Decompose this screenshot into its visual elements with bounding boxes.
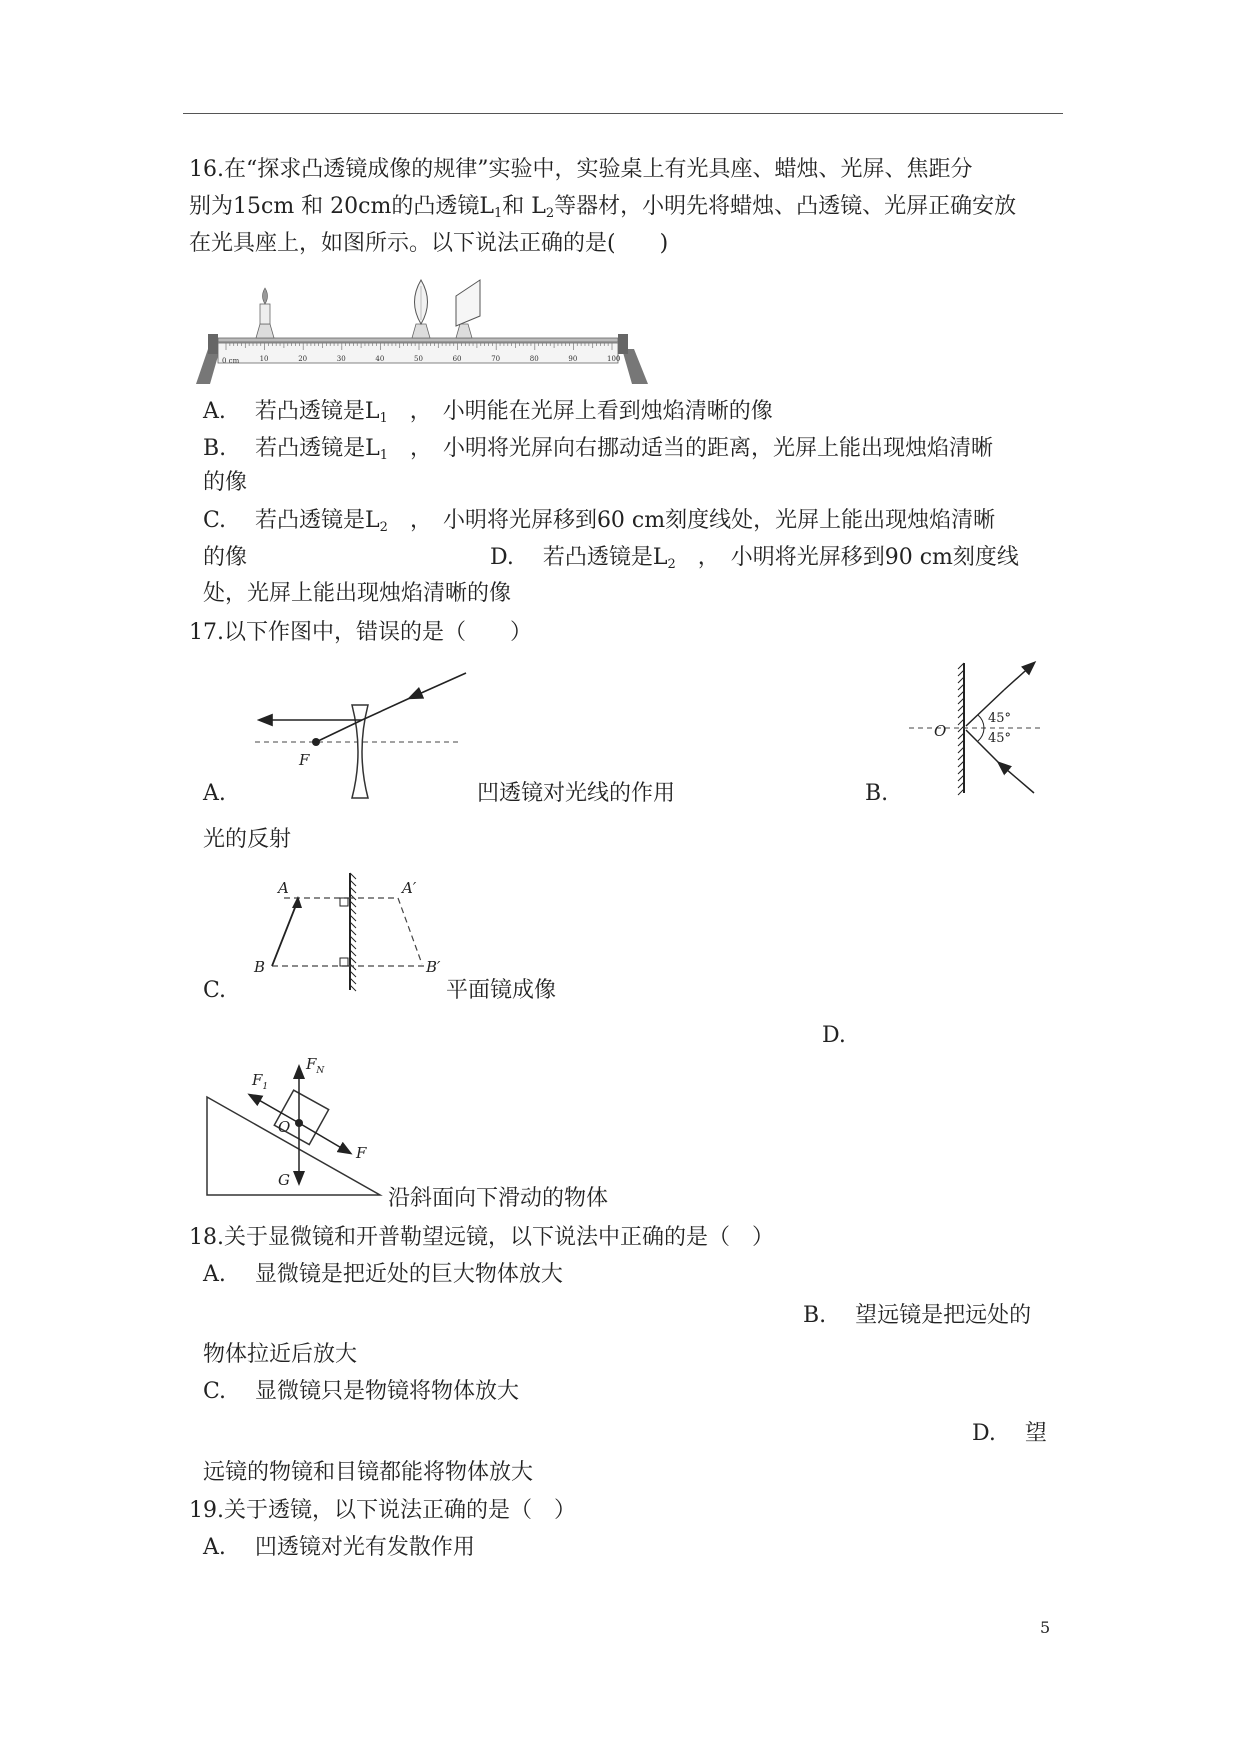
ruler-tick-label: 90: [568, 355, 578, 363]
image-arrow: [398, 898, 422, 964]
label-a: A: [278, 879, 289, 897]
right-end-block: [618, 334, 628, 354]
page-number: 5: [1040, 1618, 1051, 1637]
label-b: B: [254, 958, 266, 976]
label-f1: $F_1$: [252, 1071, 269, 1092]
label-o: O: [278, 1118, 291, 1136]
angle-label-upper: 45°: [988, 711, 1012, 726]
point-o-label: O: [934, 722, 947, 740]
ray-upper: [1004, 663, 1034, 690]
q16-stem-line2: 别为15cm 和 20cm的凸透镜$L_1$和 $L_2$等器材，小明先将蜡烛、凸透镜、光屏正确安放: [189, 194, 1017, 221]
q18-stem: 18.关于显微镜和开普勒望远镜，以下说法中正确的是（ ）: [189, 1225, 774, 1250]
q19-option-a: A. 凹透镜对光有发散作用: [203, 1535, 475, 1560]
right-foot: [622, 349, 648, 384]
object-arrow: [272, 900, 298, 966]
concave-lens-figure: [250, 665, 470, 800]
q16-stem-line1: 16.在“探求凸透镜成像的规律”实验中，实验桌上有光具座、蜡烛、光屏、焦距分: [189, 157, 973, 182]
q18-option-b-line2: 物体拉近后放大: [203, 1342, 358, 1367]
q17-d-caption: 沿斜面向下滑动的物体: [388, 1186, 609, 1211]
focal-label: F: [299, 751, 310, 769]
q17-d-letter: D.: [822, 1023, 846, 1048]
q19-stem: 19.关于透镜，以下说法正确的是（ ）: [189, 1498, 576, 1523]
plane-mirror-figure: [250, 868, 450, 993]
ruler-unit: 0 cm: [222, 357, 240, 365]
ruler-tick-label: 30: [336, 355, 346, 363]
focal-point: [312, 738, 320, 746]
ray-lower: [999, 763, 1034, 793]
left-foot: [196, 349, 220, 384]
left-end-block: [208, 334, 218, 354]
ruler-tick-label: 20: [298, 355, 308, 363]
light-screen: [456, 280, 480, 338]
q18-option-d-line2: 远镜的物镜和目镜都能将物体放大: [203, 1460, 534, 1485]
flame-icon: [263, 288, 268, 304]
ruler-tick-label: 100: [607, 355, 621, 363]
q18-option-b: B. 望远镜是把远处的: [803, 1303, 1032, 1328]
q17-c-caption: 平面镜成像: [446, 978, 557, 1003]
q16-option-b: B. 若凸透镜是$L_1$ ， 小明将光屏向右挪动适当的距离，光屏上能出现烛焰清晰: [203, 436, 994, 463]
ruler-tick-label: 80: [529, 355, 539, 363]
ruler-tick-label: 60: [452, 355, 462, 363]
q17-b-caption: 光的反射: [203, 827, 292, 852]
optical-bench-figure: [186, 266, 656, 384]
label-b-prime: B′: [426, 958, 441, 976]
q17-b-letter: B.: [865, 781, 889, 806]
q16-option-d-line2: 处，光屏上能出现烛焰清晰的像: [203, 581, 512, 606]
q17-stem: 17.以下作图中，错误的是（ ）: [189, 620, 532, 645]
q16-option-a: A. 若凸透镜是$L_1$ ， 小明能在光屏上看到烛焰清晰的像: [203, 399, 773, 426]
label-a-prime: A′: [402, 879, 417, 897]
reflection-figure: [904, 658, 1054, 798]
convex-lens: [412, 280, 430, 338]
label-fn: $F_N$: [306, 1055, 325, 1076]
q17-a-letter: A.: [203, 781, 226, 806]
q16-option-c-line2: 的像: [203, 545, 248, 570]
incident-ray: [410, 673, 466, 698]
q16-option-c: C. 若凸透镜是$L_2$ ， 小明将光屏移到60 cm刻度线处，光屏上能出现烛焰清晰: [203, 508, 996, 535]
header-rule: [183, 113, 1063, 114]
ruler-tick-label: 40: [375, 355, 385, 363]
label-g: G: [278, 1171, 290, 1189]
q17-c-letter: C.: [203, 978, 227, 1003]
top-rail: [218, 338, 618, 342]
label-f: F: [356, 1144, 367, 1162]
candle: [256, 288, 274, 338]
incline-figure: [200, 1055, 390, 1200]
q16-option-d: D. 若凸透镜是$L_2$ ， 小明将光屏移到90 cm刻度线: [490, 545, 1019, 572]
angle-label-lower: 45°: [988, 731, 1012, 746]
ruler-tick-label: 70: [491, 355, 501, 363]
q16-option-b-line2: 的像: [203, 470, 248, 495]
q18-option-a: A. 显微镜是把近处的巨大物体放大: [203, 1262, 563, 1287]
q18-option-d: D. 望: [972, 1421, 1047, 1446]
q16-stem-line3: 在光具座上，如图所示。以下说法正确的是( ): [189, 231, 669, 256]
ruler-tick-label: 10: [259, 355, 269, 363]
ruler-tick-label: 50: [414, 355, 423, 363]
q18-option-c: C. 显微镜只是物镜将物体放大: [203, 1379, 520, 1404]
q17-a-caption: 凹透镜对光线的作用: [477, 781, 676, 806]
